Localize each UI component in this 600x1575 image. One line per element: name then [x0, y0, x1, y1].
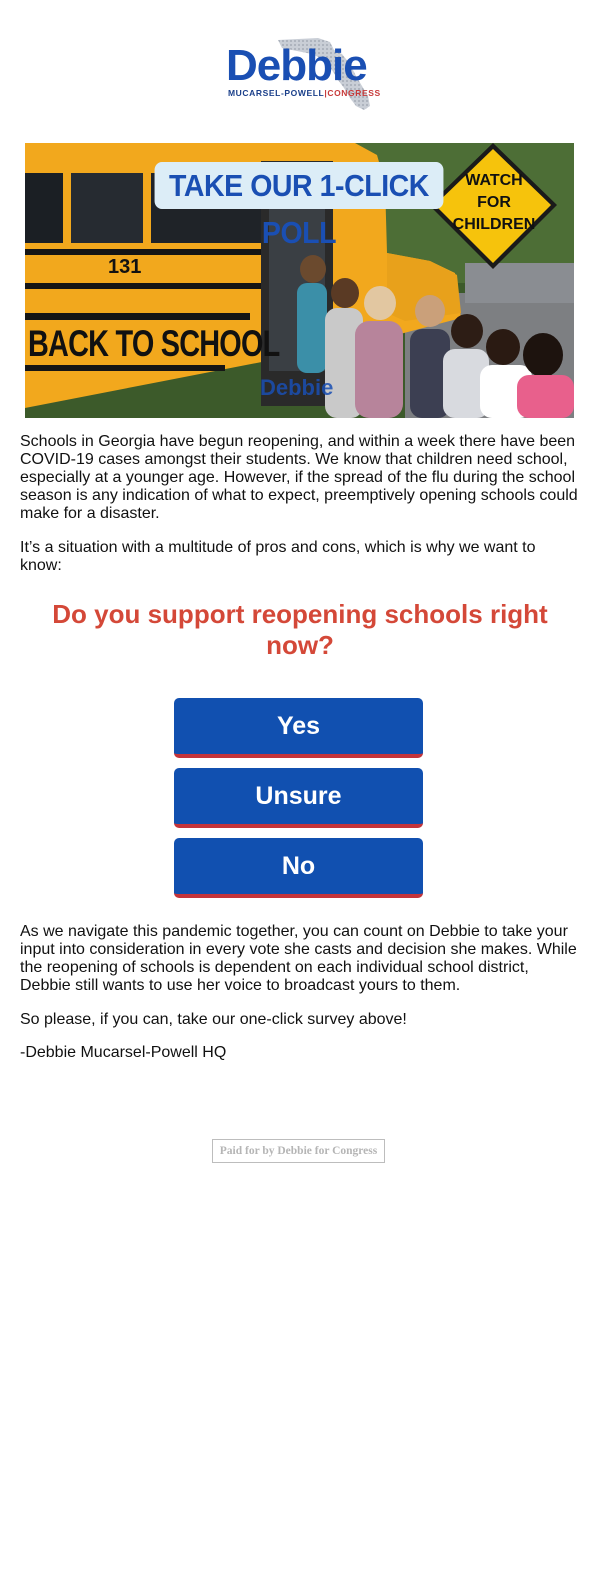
- intro-paragraph: Schools in Georgia have begun reopening, and within a week there have been COVID-19 cases amongst their students. We know that children need school, especially at a younger age. However, if the spread of the flu during the school season is any indication of what to expect, preemptively opening schools could make for a disaster.: [20, 433, 578, 522]
- sign-line-3: CHILDREN: [452, 216, 536, 233]
- poll-no-button[interactable]: No: [174, 838, 423, 898]
- poll-unsure-button[interactable]: Unsure: [174, 768, 423, 828]
- bus-number: 131: [108, 256, 142, 278]
- signature: -Debbie Mucarsel-Powell HQ: [20, 1044, 227, 1061]
- watch-for-children-sign: [435, 170, 553, 236]
- logo-wordmark: Debbie: [226, 41, 367, 90]
- closing-paragraph: As we navigate this pandemic together, you can count on Debbie to take your input into consideration in every vote she casts and decision she makes. While the reopening of schools is dependent on each individual school district, Debbie still wants to use her voice to broadcast yours to them.: [20, 923, 577, 994]
- bus-side-text: BACK TO SCHOOL: [28, 323, 280, 364]
- sign-line-1: WATCH: [465, 172, 523, 189]
- hero-watermark-logo: Debbie: [260, 375, 334, 400]
- paid-for-disclaimer: Paid for by Debbie for Congress: [212, 1139, 385, 1163]
- sign-line-2: FOR: [477, 194, 511, 211]
- hero-image[interactable]: [25, 143, 574, 418]
- poll-question: Do you support reopening schools right now?: [52, 599, 548, 660]
- logo-subtitle-separator: |: [324, 88, 328, 98]
- lead-in-paragraph: It’s a situation with a multitude of pros and cons, which is why we want to know:: [20, 539, 536, 574]
- survey-request: So please, if you can, take our one-click survey above!: [20, 1011, 407, 1028]
- poll-yes-button[interactable]: Yes: [174, 698, 423, 758]
- logo-subtitle: [228, 89, 381, 98]
- logo-subtitle-name: MUCARSEL-POWELL: [228, 88, 325, 98]
- logo-subtitle-office: CONGRESS: [327, 88, 381, 98]
- campaign-logo: [222, 36, 381, 112]
- poll-banner: TAKE OUR 1-CLICK POLL: [155, 162, 444, 209]
